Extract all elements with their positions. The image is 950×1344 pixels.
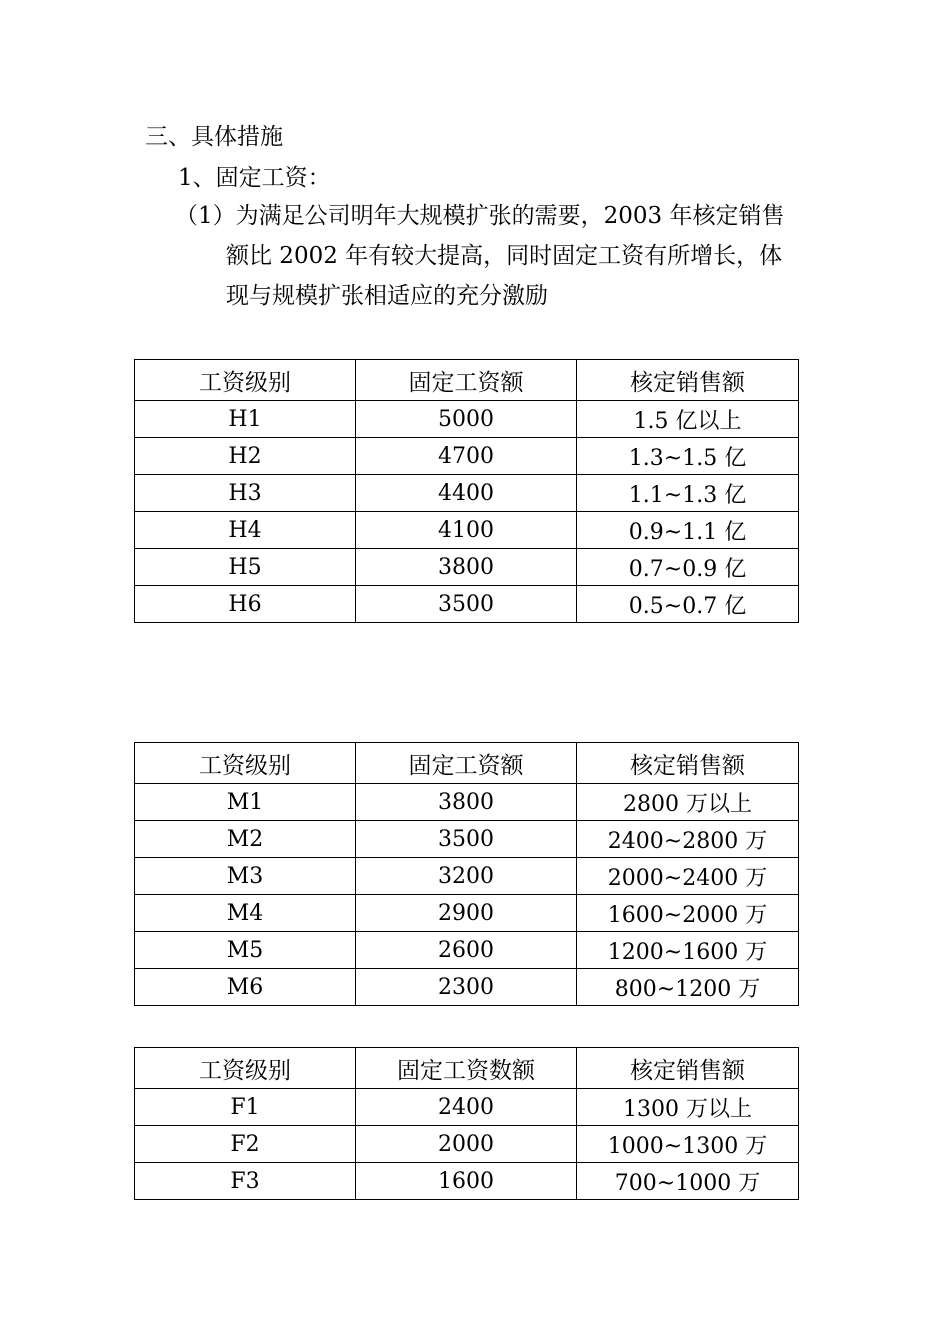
cell-salary: 4400 xyxy=(356,475,577,512)
cell-salary: 4100 xyxy=(356,512,577,549)
table-row xyxy=(135,858,799,895)
table-row xyxy=(135,1126,799,1163)
section-heading: 三、具体措施 xyxy=(145,124,283,150)
table-row xyxy=(135,895,799,932)
cell-salary: 2000 xyxy=(356,1126,577,1163)
header-salary-level: 工资级别 xyxy=(135,1048,356,1089)
header-fixed-salary: 固定工资数额 xyxy=(356,1048,577,1089)
cell-level: F3 xyxy=(135,1163,356,1200)
paragraph-line: （1）为满足公司明年大规模扩张的需要，2003 年核定销售 xyxy=(175,203,785,229)
header-salary-level: 工资级别 xyxy=(135,360,356,401)
subsection-heading: 1、固定工资： xyxy=(178,165,331,191)
cell-level: F2 xyxy=(135,1126,356,1163)
salary-table-m xyxy=(134,742,799,1006)
cell-sales: 0.5~0.7 亿 xyxy=(577,586,799,623)
paragraph-line: 额比 2002 年有较大提高，同时固定工资有所增长，体 xyxy=(226,243,783,269)
table-row xyxy=(135,512,799,549)
cell-sales: 1200~1600 万 xyxy=(577,932,799,969)
header-fixed-salary: 固定工资额 xyxy=(356,360,577,401)
cell-sales: 0.7~0.9 亿 xyxy=(577,549,799,586)
cell-salary: 5000 xyxy=(356,401,577,438)
cell-sales: 2400~2800 万 xyxy=(577,821,799,858)
cell-salary: 3800 xyxy=(356,549,577,586)
cell-level: H4 xyxy=(135,512,356,549)
cell-level: M2 xyxy=(135,821,356,858)
table-row xyxy=(135,586,799,623)
cell-level: M3 xyxy=(135,858,356,895)
cell-sales: 1.1~1.3 亿 xyxy=(577,475,799,512)
table-header-row xyxy=(135,360,799,401)
cell-sales: 700~1000 万 xyxy=(577,1163,799,1200)
header-fixed-salary: 固定工资额 xyxy=(356,743,577,784)
table-row xyxy=(135,784,799,821)
table-row xyxy=(135,438,799,475)
cell-sales: 1300 万以上 xyxy=(577,1089,799,1126)
cell-salary: 2900 xyxy=(356,895,577,932)
paragraph-line: 现与规模扩张相适应的充分激励 xyxy=(226,283,548,309)
cell-level: H3 xyxy=(135,475,356,512)
cell-level: H5 xyxy=(135,549,356,586)
table-row xyxy=(135,932,799,969)
cell-sales: 2800 万以上 xyxy=(577,784,799,821)
cell-level: H2 xyxy=(135,438,356,475)
cell-sales: 1.3~1.5 亿 xyxy=(577,438,799,475)
cell-sales: 800~1200 万 xyxy=(577,969,799,1006)
table-row xyxy=(135,969,799,1006)
cell-salary: 2300 xyxy=(356,969,577,1006)
salary-table-f xyxy=(134,1047,799,1200)
cell-sales: 2000~2400 万 xyxy=(577,858,799,895)
table-row xyxy=(135,401,799,438)
table-row xyxy=(135,821,799,858)
cell-level: M5 xyxy=(135,932,356,969)
cell-sales: 0.9~1.1 亿 xyxy=(577,512,799,549)
table-row xyxy=(135,1089,799,1126)
cell-level: H1 xyxy=(135,401,356,438)
salary-table-h xyxy=(134,359,799,623)
cell-salary: 2400 xyxy=(356,1089,577,1126)
cell-salary: 3200 xyxy=(356,858,577,895)
cell-sales: 1.5 亿以上 xyxy=(577,401,799,438)
cell-level: F1 xyxy=(135,1089,356,1126)
header-salary-level: 工资级别 xyxy=(135,743,356,784)
header-sales-target: 核定销售额 xyxy=(577,1048,799,1089)
table-header-row xyxy=(135,743,799,784)
table-row xyxy=(135,1163,799,1200)
cell-salary: 2600 xyxy=(356,932,577,969)
table-header-row xyxy=(135,1048,799,1089)
table-row xyxy=(135,549,799,586)
cell-salary: 4700 xyxy=(356,438,577,475)
header-sales-target: 核定销售额 xyxy=(577,360,799,401)
cell-level: M4 xyxy=(135,895,356,932)
header-sales-target: 核定销售额 xyxy=(577,743,799,784)
cell-salary: 3500 xyxy=(356,821,577,858)
cell-level: M1 xyxy=(135,784,356,821)
cell-salary: 3500 xyxy=(356,586,577,623)
cell-salary: 1600 xyxy=(356,1163,577,1200)
table-row xyxy=(135,475,799,512)
cell-sales: 1600~2000 万 xyxy=(577,895,799,932)
cell-level: M6 xyxy=(135,969,356,1006)
cell-sales: 1000~1300 万 xyxy=(577,1126,799,1163)
cell-salary: 3800 xyxy=(356,784,577,821)
cell-level: H6 xyxy=(135,586,356,623)
